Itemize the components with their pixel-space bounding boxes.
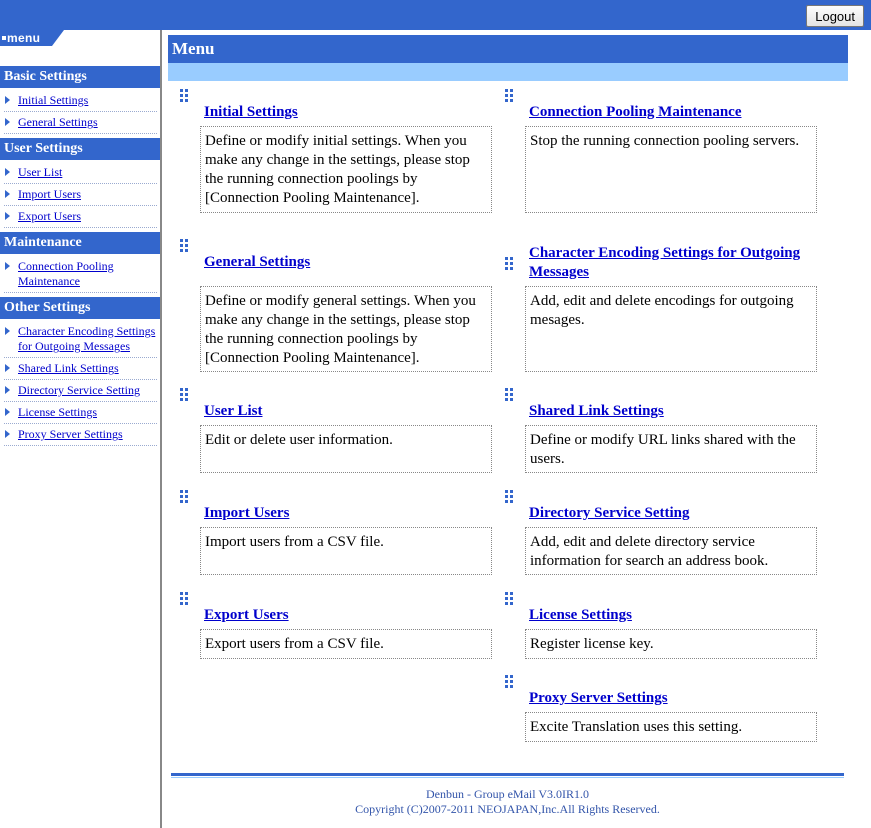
grip-icon (504, 256, 514, 272)
sidebar-item-license-settings[interactable] (4, 402, 157, 424)
grip-icon (504, 387, 514, 403)
arrow-right-icon (5, 408, 10, 416)
arrow-right-icon (5, 386, 10, 394)
footer-rule (171, 773, 844, 776)
grip-icon (504, 591, 514, 607)
sidebar-item-import-users[interactable] (4, 184, 157, 206)
grip-icon (179, 387, 189, 403)
card-initial-settings (200, 88, 492, 213)
grip-icon (504, 674, 514, 690)
grip-icon (179, 489, 189, 505)
sidebar-item-export-users[interactable] (4, 206, 157, 228)
card-shared-link-settings (525, 387, 817, 473)
arrow-right-icon (5, 430, 10, 438)
sidebar-item-proxy-server-settings[interactable] (4, 424, 157, 446)
card-description: Define or modify initial settings. When you make any change in the settings, please stop the running connection poolings by [Connection Pooling Maintenance]. (200, 126, 492, 213)
footer-rule-light (171, 777, 844, 778)
card-export-users (200, 591, 492, 659)
card-description: Define or modify URL links shared with the users. (525, 425, 817, 473)
sidebar-link[interactable]: Export Users (18, 209, 81, 223)
sidebar-group-other-settings (0, 297, 160, 446)
sidebar-heading: Maintenance (0, 232, 160, 254)
card-title-link[interactable]: Initial Settings (204, 104, 298, 120)
card-description: Define or modify general settings. When you make any change in the settings, please stop the running connection poolings by [Connection Pooling Maintenance]. (200, 286, 492, 372)
sidebar-item-character-encoding[interactable] (4, 321, 157, 358)
sidebar-item-user-list[interactable] (4, 162, 157, 184)
sidebar-link[interactable]: Import Users (18, 187, 81, 201)
page-title: Menu (168, 35, 848, 63)
card-title-link[interactable]: Proxy Server Settings (529, 690, 668, 706)
sidebar-heading: Basic Settings (0, 66, 160, 88)
card-title-link[interactable]: Connection Pooling Maintenance (529, 104, 742, 120)
sidebar-item-general-settings[interactable] (4, 112, 157, 134)
arrow-right-icon (5, 190, 10, 198)
page-header (168, 35, 848, 81)
arrow-right-icon (5, 327, 10, 335)
arrow-right-icon (5, 212, 10, 220)
logout-button[interactable]: Logout (806, 5, 864, 27)
card-import-users (200, 489, 492, 575)
sidebar-link[interactable]: Proxy Server Settings (18, 427, 123, 441)
card-description: Stop the running connection pooling servers. (525, 126, 817, 213)
menu-tab-label: menu (7, 31, 41, 45)
card-user-list (200, 387, 492, 473)
sidebar-link[interactable]: Initial Settings (18, 93, 89, 107)
card-directory-service-setting (525, 489, 817, 575)
card-title-link[interactable]: Character Encoding Settings for Outgoing Messages (529, 245, 801, 280)
page-header-band (168, 63, 848, 81)
sidebar-link[interactable]: General Settings (18, 115, 98, 129)
arrow-right-icon (5, 262, 10, 270)
card-character-encoding (525, 238, 817, 372)
grip-icon (179, 591, 189, 607)
grip-icon (179, 238, 189, 254)
card-description: Export users from a CSV file. (200, 629, 492, 659)
card-general-settings (200, 238, 492, 372)
card-title-link[interactable]: License Settings (529, 607, 632, 623)
grip-icon (504, 88, 514, 104)
sidebar (0, 66, 160, 450)
sidebar-group-basic-settings (0, 66, 160, 134)
sidebar-link[interactable]: License Settings (18, 405, 97, 419)
card-title-link[interactable]: Import Users (204, 505, 290, 521)
sidebar-link[interactable]: Connection Pooling Maintenance (18, 259, 114, 288)
sidebar-heading: Other Settings (0, 297, 160, 319)
sidebar-item-shared-link-settings[interactable] (4, 358, 157, 380)
menu-tab (0, 30, 64, 46)
card-description: Add, edit and delete directory service information for search an address book. (525, 527, 817, 575)
top-bar (0, 0, 871, 30)
sidebar-heading: User Settings (0, 138, 160, 160)
card-title-link[interactable]: Export Users (204, 607, 289, 623)
sidebar-link[interactable]: Directory Service Setting (18, 383, 140, 397)
sidebar-item-directory-service-setting[interactable] (4, 380, 157, 402)
grip-icon (179, 88, 189, 104)
footer (171, 787, 844, 817)
card-title-link[interactable]: General Settings (204, 254, 311, 270)
card-license-settings (525, 591, 817, 659)
sidebar-link[interactable]: Shared Link Settings (18, 361, 119, 375)
card-title-link[interactable]: User List (204, 403, 263, 419)
arrow-right-icon (5, 364, 10, 372)
footer-copyright: Copyright (C)2007-2011 NEOJAPAN,Inc.All Rights Reserved. (355, 802, 660, 816)
card-title-link[interactable]: Shared Link Settings (529, 403, 664, 419)
sidebar-group-maintenance (0, 232, 160, 293)
card-connection-pooling-maintenance (525, 88, 817, 213)
sidebar-link[interactable]: Character Encoding Settings for Outgoing Messages (18, 324, 156, 353)
grip-icon (504, 489, 514, 505)
sidebar-item-connection-pooling-maintenance[interactable] (4, 256, 157, 293)
card-description: Excite Translation uses this setting. (525, 712, 817, 742)
menu-tab-bullet-icon (2, 36, 6, 40)
card-description: Add, edit and delete encodings for outgoing mesages. (525, 286, 817, 372)
arrow-right-icon (5, 96, 10, 104)
arrow-right-icon (5, 168, 10, 176)
sidebar-divider (160, 30, 162, 828)
sidebar-item-initial-settings[interactable] (4, 90, 157, 112)
card-description: Import users from a CSV file. (200, 527, 492, 575)
sidebar-link[interactable]: User List (18, 165, 63, 179)
arrow-right-icon (5, 118, 10, 126)
card-proxy-server-settings (525, 674, 817, 742)
card-description: Register license key. (525, 629, 817, 659)
card-title-link[interactable]: Directory Service Setting (529, 505, 690, 521)
sidebar-group-user-settings (0, 138, 160, 228)
card-description: Edit or delete user information. (200, 425, 492, 473)
footer-version: Denbun - Group eMail V3.0IR1.0 (425, 787, 590, 801)
